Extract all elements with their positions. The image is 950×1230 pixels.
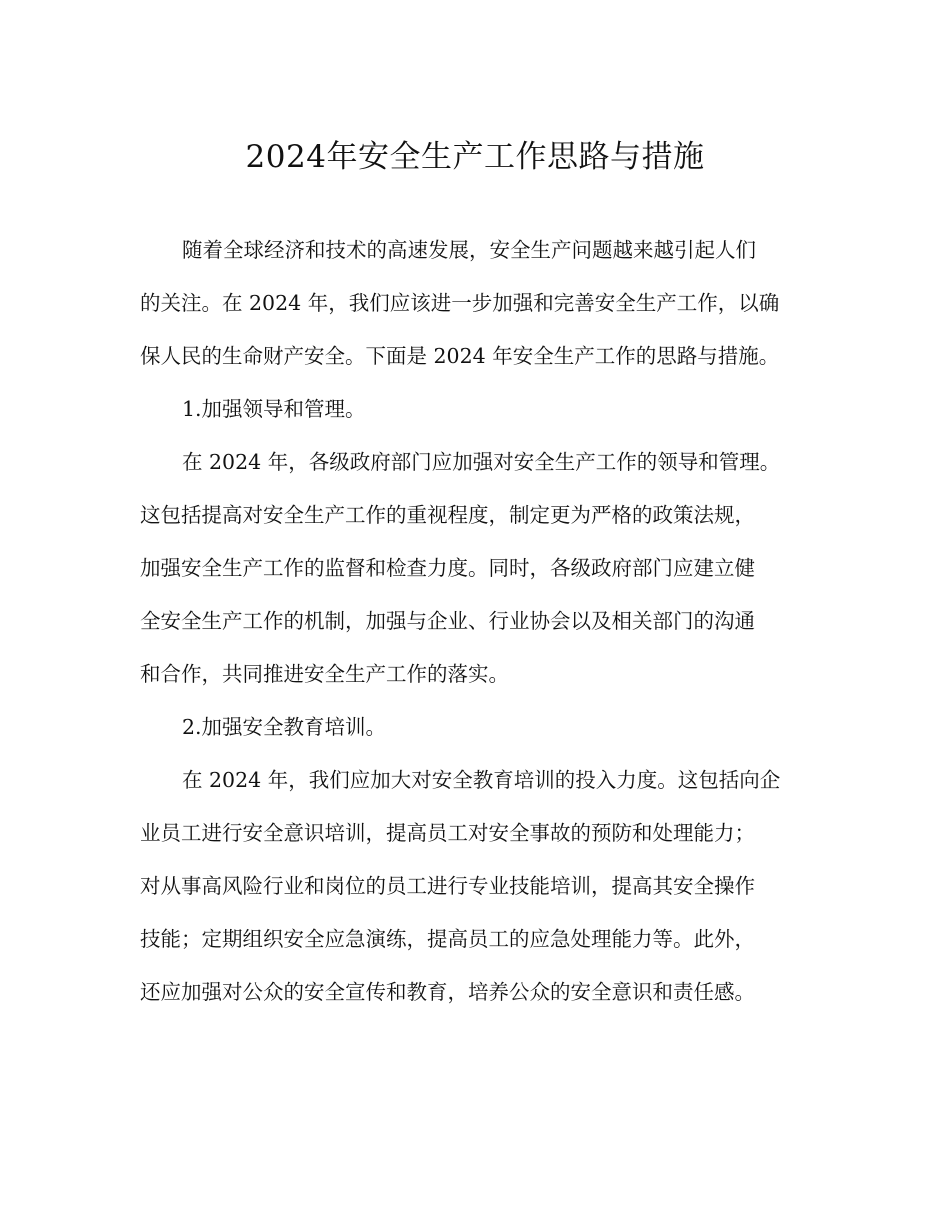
text-line: 技能；定期组织安全应急演练，提高员工的应急处理能力等。此外，: [140, 927, 755, 951]
document-title: 2024年安全生产工作思路与措施: [245, 139, 705, 175]
text-line: 在 2024 年，各级政府部门应加强对安全生产工作的领导和管理。: [182, 450, 781, 474]
section-heading-1: [140, 383, 806, 436]
section-paragraph-2: [140, 754, 806, 1019]
text-line: 随着全球经济和技术的高速发展，安全生产问题越来越引起人们: [182, 238, 756, 262]
text-line: 还应加强对公众的安全宣传和教育，培养公众的安全意识和责任感。: [140, 980, 755, 1004]
text-line: 加强安全生产工作的监督和检查力度。同时，各级政府部门应建立健: [140, 556, 755, 580]
text-line: 1.加强领导和管理。: [182, 397, 366, 421]
text-line: 对从事高风险行业和岗位的员工进行专业技能培训，提高其安全操作: [140, 874, 755, 898]
text-line: 保人民的生命财产安全。下面是 2024 年安全生产工作的思路与措施。: [140, 344, 780, 368]
text-line: 和合作，共同推进安全生产工作的落实。: [140, 662, 509, 686]
text-line: 在 2024 年，我们应加大对安全教育培训的投入力度。这包括向企: [182, 768, 781, 792]
text-line: 2.加强安全教育培训。: [182, 715, 387, 739]
intro-paragraph: [140, 224, 806, 383]
section-paragraph-1: [140, 436, 806, 701]
text-line: 这包括提高对安全生产工作的重视程度，制定更为严格的政策法规，: [140, 503, 755, 527]
text-line: 全安全生产工作的机制，加强与企业、行业协会以及相关部门的沟通: [140, 609, 755, 633]
text-line: 业员工进行安全意识培训，提高员工对安全事故的预防和处理能力；: [140, 821, 755, 845]
document-body: [140, 224, 806, 1019]
text-line: 的关注。在 2024 年，我们应该进一步加强和完善安全生产工作，以确: [140, 291, 780, 315]
section-heading-2: [140, 701, 806, 754]
